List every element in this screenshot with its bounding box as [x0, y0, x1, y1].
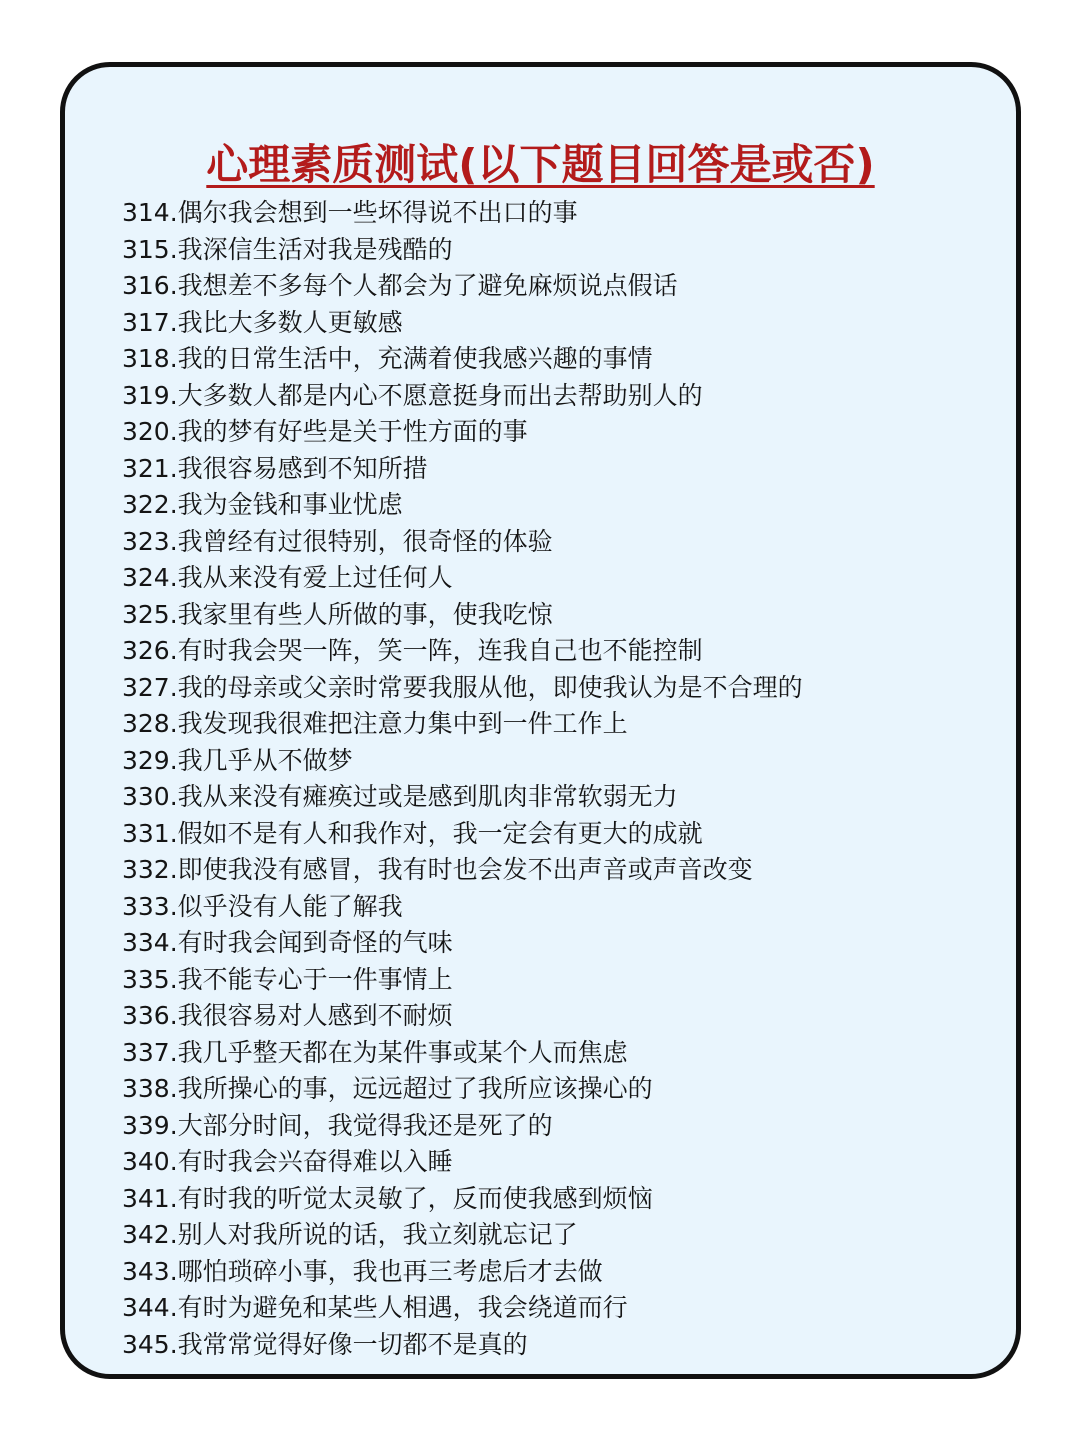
question-item: 330.我从来没有瘫痪过或是感到肌肉非常软弱无力: [122, 782, 678, 811]
question-item: 322.我为金钱和事业忧虑: [122, 490, 403, 519]
question-item: 327.我的母亲或父亲时常要我服从他，即使我认为是不合理的: [122, 672, 803, 702]
question-item: 335.我不能专心于一件事情上: [122, 964, 453, 994]
question-item: 318.我的日常生活中，充满着使我感兴趣的事情: [122, 344, 653, 373]
question-item: 320.我的梦有好些是关于性方面的事: [122, 417, 528, 446]
question-item: 333.似乎没有人能了解我: [122, 891, 403, 921]
question-item: 326.有时我会哭一阵，笑一阵，连我自己也不能控制: [122, 636, 703, 665]
question-item: 343.哪怕琐碎小事，我也再三考虑后才去做: [122, 1256, 603, 1286]
page-title: 心理素质测试(以下题目回答是或否): [206, 140, 875, 189]
question-item: 334.有时我会闻到奇怪的气味: [122, 928, 453, 957]
question-item: 344.有时为避免和某些人相遇，我会绕道而行: [122, 1293, 628, 1322]
question-item: 323.我曾经有过很特别，很奇怪的体验: [122, 526, 553, 556]
question-item: 339.大部分时间，我觉得我还是死了的: [122, 1110, 553, 1140]
question-item: 316.我想差不多每个人都会为了避免麻烦说点假话: [122, 271, 678, 300]
question-item: 321.我很容易感到不知所措: [122, 453, 428, 483]
question-item: 338.我所操心的事，远远超过了我所应该操心的: [122, 1074, 653, 1103]
question-item: 317.我比大多数人更敏感: [122, 307, 403, 337]
question-item: 328.我发现我很难把注意力集中到一件工作上: [122, 709, 628, 738]
question-item: 342.别人对我所说的话，我立刻就忘记了: [122, 1220, 578, 1249]
question-item: 331.假如不是有人和我作对，我一定会有更大的成就: [122, 818, 703, 848]
question-card: [60, 62, 1021, 1379]
question-item: 329.我几乎从不做梦: [122, 745, 353, 775]
question-item: 319.大多数人都是内心不愿意挺身而出去帮助别人的: [122, 380, 703, 410]
question-item: 345.我常常觉得好像一切都不是真的: [122, 1329, 528, 1359]
question-item: 314.偶尔我会想到一些坏得说不出口的事: [122, 198, 578, 227]
question-item: 340.有时我会兴奋得难以入睡: [122, 1147, 453, 1176]
question-item: 336.我很容易对人感到不耐烦: [122, 1001, 453, 1030]
question-item: 325.我家里有些人所做的事，使我吃惊: [122, 599, 553, 629]
question-item: 332.即使我没有感冒，我有时也会发不出声音或声音改变: [122, 855, 753, 884]
question-list: [122, 195, 803, 1363]
question-item: 337.我几乎整天都在为某件事或某个人而焦虑: [122, 1037, 628, 1067]
question-item: 324.我从来没有爱上过任何人: [122, 563, 453, 592]
question-item: 315.我深信生活对我是残酷的: [122, 234, 453, 264]
question-item: 341.有时我的听觉太灵敏了，反而使我感到烦恼: [122, 1183, 653, 1213]
